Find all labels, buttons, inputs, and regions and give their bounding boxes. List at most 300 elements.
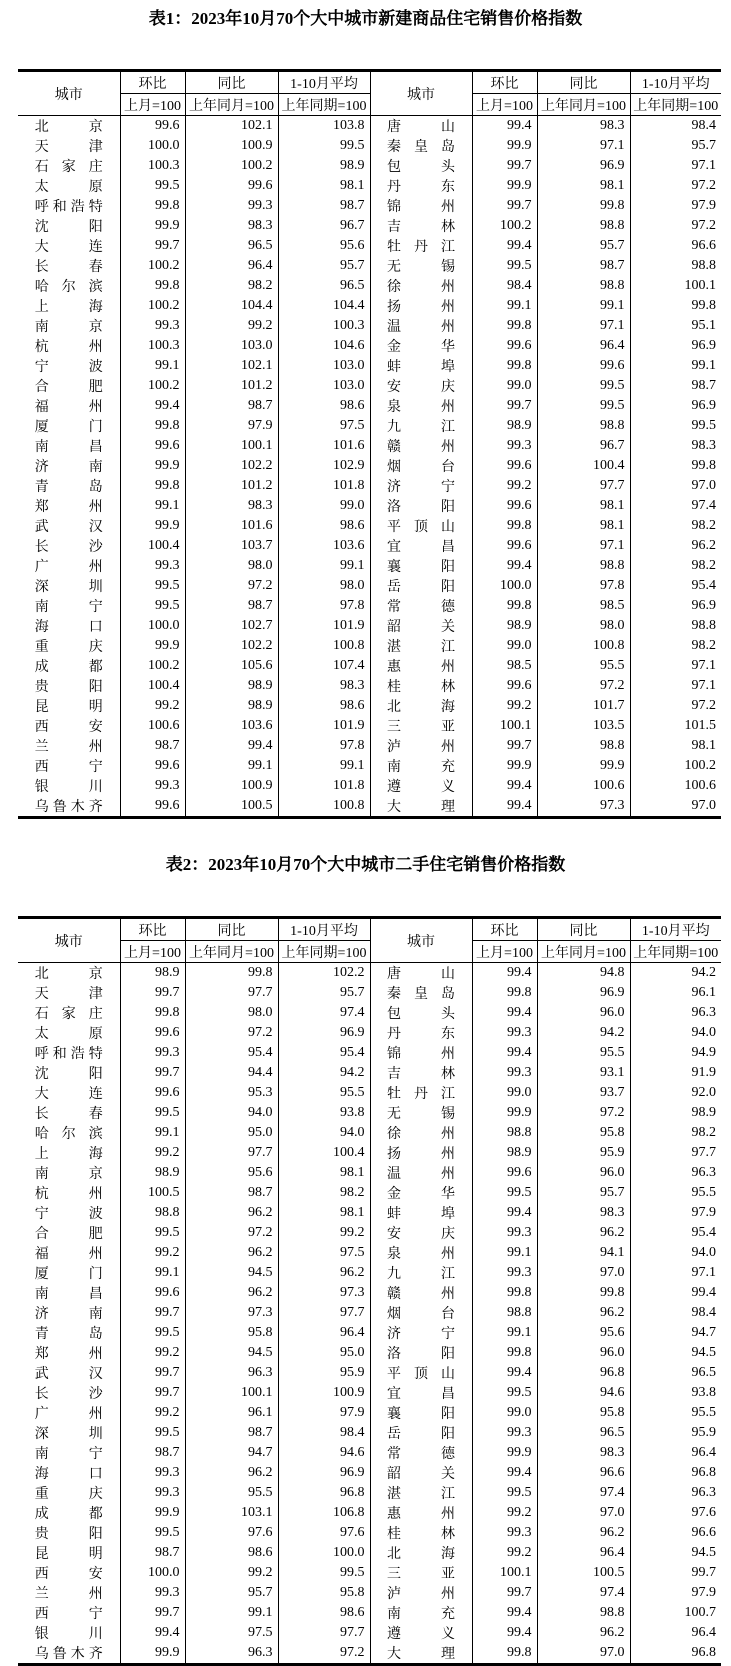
avg-index-cell: 95.5 xyxy=(630,1403,721,1423)
mom-index-cell: 99.4 xyxy=(472,1463,537,1483)
avg-index-cell: 97.6 xyxy=(278,1523,370,1543)
city-cell xyxy=(370,1023,472,1043)
city-name: 洛阳 xyxy=(387,1347,455,1362)
mom-index-cell: 99.9 xyxy=(472,756,537,776)
city-name: 海口 xyxy=(34,1467,103,1482)
avg-index-cell: 98.6 xyxy=(278,696,370,716)
city-cell xyxy=(370,516,472,536)
mom-index-cell: 99.4 xyxy=(472,1003,537,1023)
yoy-index-cell: 95.9 xyxy=(537,1143,630,1163)
avg-index-cell: 99.5 xyxy=(278,136,370,156)
yoy-index-cell: 97.5 xyxy=(185,1623,278,1643)
city-name: 长春 xyxy=(34,1107,103,1122)
avg-index-cell: 98.6 xyxy=(278,1603,370,1623)
city-cell xyxy=(18,1463,120,1483)
avg-index-cell: 95.0 xyxy=(278,1343,370,1363)
avg-column-header: 1-10月平均 xyxy=(630,918,721,941)
city-cell xyxy=(370,296,472,316)
mom-index-cell: 98.4 xyxy=(472,276,537,296)
yoy-index-cell: 100.2 xyxy=(185,156,278,176)
avg-index-cell: 97.8 xyxy=(278,736,370,756)
yoy-index-cell: 96.5 xyxy=(185,236,278,256)
yoy-index-cell: 96.4 xyxy=(537,1543,630,1563)
city-column-header: 城市 xyxy=(370,918,472,963)
mom-index-cell: 100.0 xyxy=(472,576,537,596)
table-row xyxy=(18,1463,721,1483)
yoy-index-cell: 98.8 xyxy=(537,736,630,756)
city-cell xyxy=(370,1383,472,1403)
table-row xyxy=(18,1423,721,1443)
avg-index-cell: 91.9 xyxy=(630,1063,721,1083)
mom-index-cell: 99.1 xyxy=(472,296,537,316)
mom-index-cell: 99.7 xyxy=(120,983,185,1003)
yoy-index-cell: 100.9 xyxy=(185,136,278,156)
avg-index-cell: 96.6 xyxy=(630,1523,721,1543)
yoy-index-cell: 101.2 xyxy=(185,376,278,396)
mom-index-cell: 99.4 xyxy=(472,1603,537,1623)
city-cell xyxy=(18,136,120,156)
mom-index-cell: 99.3 xyxy=(120,1463,185,1483)
table-row xyxy=(18,736,721,756)
avg-index-cell: 94.2 xyxy=(630,963,721,984)
mom-index-cell: 99.7 xyxy=(472,736,537,756)
city-name: 无锡 xyxy=(387,260,455,275)
yoy-index-cell: 96.2 xyxy=(185,1463,278,1483)
city-cell xyxy=(370,1503,472,1523)
mom-index-cell: 100.4 xyxy=(120,676,185,696)
city-name: 深圳 xyxy=(34,1427,103,1442)
avg-index-cell: 94.6 xyxy=(278,1443,370,1463)
city-cell xyxy=(370,116,472,137)
yoy-index-cell: 94.5 xyxy=(185,1263,278,1283)
avg-index-cell: 95.9 xyxy=(630,1423,721,1443)
yoy-index-cell: 96.2 xyxy=(537,1623,630,1643)
avg-index-cell: 99.0 xyxy=(278,496,370,516)
mom-index-cell: 99.2 xyxy=(472,1543,537,1563)
table-row xyxy=(18,1203,721,1223)
yoy-index-cell: 94.0 xyxy=(185,1103,278,1123)
mom-index-cell: 99.5 xyxy=(120,1423,185,1443)
yoy-index-cell: 98.7 xyxy=(185,1183,278,1203)
avg-index-cell: 104.4 xyxy=(278,296,370,316)
yoy-index-cell: 100.5 xyxy=(185,796,278,818)
table-row xyxy=(18,316,721,336)
avg-index-cell: 96.7 xyxy=(278,216,370,236)
city-cell xyxy=(18,216,120,236)
yoy-index-cell: 96.9 xyxy=(537,983,630,1003)
city-name: 大连 xyxy=(34,240,103,255)
city-cell xyxy=(370,963,472,984)
yoy-index-cell: 95.3 xyxy=(185,1083,278,1103)
yoy-index-cell: 94.5 xyxy=(185,1343,278,1363)
mom-index-cell: 100.0 xyxy=(120,136,185,156)
city-cell xyxy=(370,1103,472,1123)
table-row xyxy=(18,1083,721,1103)
avg-index-cell: 93.8 xyxy=(278,1103,370,1123)
city-name: 无锡 xyxy=(387,1107,455,1122)
city-name: 西宁 xyxy=(34,760,103,775)
city-name: 金华 xyxy=(387,340,455,355)
city-cell xyxy=(370,756,472,776)
mom-index-cell: 99.3 xyxy=(472,1023,537,1043)
city-cell xyxy=(370,1443,472,1463)
city-name: 丹东 xyxy=(387,1027,455,1042)
mom-index-cell: 99.3 xyxy=(472,1423,537,1443)
avg-index-cell: 97.5 xyxy=(278,1243,370,1263)
mom-index-cell: 99.3 xyxy=(120,776,185,796)
mom-base-header: 上月=100 xyxy=(120,94,185,116)
mom-index-cell: 99.2 xyxy=(120,1143,185,1163)
city-name: 金华 xyxy=(387,1187,455,1202)
mom-index-cell: 99.7 xyxy=(120,1063,185,1083)
yoy-index-cell: 98.7 xyxy=(537,256,630,276)
mom-index-cell: 99.7 xyxy=(120,1383,185,1403)
mom-index-cell: 99.0 xyxy=(472,636,537,656)
yoy-index-cell: 95.7 xyxy=(185,1583,278,1603)
yoy-index-cell: 97.2 xyxy=(185,1023,278,1043)
avg-index-cell: 95.4 xyxy=(278,1043,370,1063)
city-name: 湛江 xyxy=(387,640,455,655)
city-cell xyxy=(18,1023,120,1043)
yoy-index-cell: 96.7 xyxy=(537,436,630,456)
table-row xyxy=(18,963,721,984)
city-name: 大理 xyxy=(387,1647,455,1662)
avg-index-cell: 95.1 xyxy=(630,316,721,336)
city-name: 徐州 xyxy=(387,1127,455,1142)
city-name: 南京 xyxy=(34,1167,103,1182)
yoy-index-cell: 98.0 xyxy=(185,556,278,576)
yoy-index-cell: 95.5 xyxy=(537,656,630,676)
yoy-index-cell: 95.7 xyxy=(537,1183,630,1203)
mom-index-cell: 100.2 xyxy=(472,216,537,236)
mom-index-cell: 99.1 xyxy=(120,1123,185,1143)
avg-index-cell: 98.1 xyxy=(630,736,721,756)
city-name: 惠州 xyxy=(387,1507,455,1522)
yoy-column-header: 同比 xyxy=(185,918,278,941)
avg-index-cell: 95.4 xyxy=(630,1223,721,1243)
mom-index-cell: 99.5 xyxy=(120,1223,185,1243)
avg-index-cell: 103.6 xyxy=(278,536,370,556)
yoy-index-cell: 96.4 xyxy=(537,336,630,356)
city-cell xyxy=(370,236,472,256)
city-cell xyxy=(370,556,472,576)
city-cell xyxy=(370,456,472,476)
yoy-index-cell: 98.9 xyxy=(185,676,278,696)
mom-index-cell: 99.2 xyxy=(120,1343,185,1363)
avg-index-cell: 94.5 xyxy=(630,1543,721,1563)
table-body xyxy=(18,963,721,1665)
table-row xyxy=(18,756,721,776)
mom-index-cell: 99.8 xyxy=(472,356,537,376)
yoy-index-cell: 94.1 xyxy=(537,1243,630,1263)
city-name: 海口 xyxy=(34,620,103,635)
avg-index-cell: 103.0 xyxy=(278,376,370,396)
city-name: 大连 xyxy=(34,1087,103,1102)
yoy-index-cell: 98.0 xyxy=(185,1003,278,1023)
city-name: 泉州 xyxy=(387,1247,455,1262)
city-cell xyxy=(18,316,120,336)
city-name: 福州 xyxy=(34,1247,103,1262)
city-cell xyxy=(18,576,120,596)
mom-index-cell: 100.3 xyxy=(120,336,185,356)
avg-index-cell: 94.0 xyxy=(278,1123,370,1143)
city-cell xyxy=(18,1123,120,1143)
yoy-index-cell: 97.7 xyxy=(185,983,278,1003)
city-name: 安庆 xyxy=(387,380,455,395)
yoy-index-cell: 99.1 xyxy=(537,296,630,316)
avg-index-cell: 98.9 xyxy=(278,156,370,176)
city-name: 杭州 xyxy=(34,1187,103,1202)
avg-index-cell: 98.2 xyxy=(630,636,721,656)
city-cell xyxy=(370,1043,472,1063)
avg-index-cell: 95.7 xyxy=(278,256,370,276)
city-name: 太原 xyxy=(34,180,103,195)
city-cell xyxy=(370,356,472,376)
city-name: 济宁 xyxy=(387,1327,455,1342)
city-name: 南宁 xyxy=(34,600,103,615)
city-cell xyxy=(370,1063,472,1083)
city-name: 遵义 xyxy=(387,1627,455,1642)
mom-index-cell: 99.1 xyxy=(120,356,185,376)
yoy-index-cell: 97.0 xyxy=(537,1503,630,1523)
avg-index-cell: 95.9 xyxy=(278,1363,370,1383)
table-row xyxy=(18,616,721,636)
city-name: 呼和浩特 xyxy=(34,200,103,215)
avg-index-cell: 99.7 xyxy=(630,1563,721,1583)
yoy-index-cell: 99.8 xyxy=(537,196,630,216)
avg-index-cell: 97.0 xyxy=(630,796,721,818)
yoy-index-cell: 97.2 xyxy=(537,1103,630,1123)
city-cell xyxy=(18,1543,120,1563)
city-column-header: 城市 xyxy=(18,918,120,963)
mom-index-cell: 99.8 xyxy=(120,476,185,496)
yoy-index-cell: 95.8 xyxy=(537,1403,630,1423)
city-name: 遵义 xyxy=(387,780,455,795)
city-cell xyxy=(18,1283,120,1303)
city-name: 呼和浩特 xyxy=(34,1047,103,1062)
city-name: 岳阳 xyxy=(387,1427,455,1442)
city-cell xyxy=(18,696,120,716)
mom-index-cell: 99.5 xyxy=(120,1323,185,1343)
city-name: 韶关 xyxy=(387,620,455,635)
yoy-index-cell: 96.2 xyxy=(537,1523,630,1543)
city-name: 重庆 xyxy=(34,1487,103,1502)
yoy-index-cell: 101.2 xyxy=(185,476,278,496)
city-cell xyxy=(18,983,120,1003)
avg-index-cell: 96.5 xyxy=(278,276,370,296)
mom-index-cell: 99.6 xyxy=(472,536,537,556)
city-cell xyxy=(370,576,472,596)
city-cell xyxy=(370,536,472,556)
yoy-column-header: 同比 xyxy=(537,918,630,941)
city-name: 乌鲁木齐 xyxy=(34,1647,103,1662)
city-name: 乌鲁木齐 xyxy=(34,800,103,815)
table-row xyxy=(18,556,721,576)
avg-index-cell: 98.6 xyxy=(278,516,370,536)
city-cell xyxy=(370,1163,472,1183)
avg-index-cell: 97.8 xyxy=(278,596,370,616)
yoy-index-cell: 100.1 xyxy=(185,436,278,456)
avg-index-cell: 97.4 xyxy=(278,1003,370,1023)
mom-index-cell: 99.8 xyxy=(120,416,185,436)
yoy-index-cell: 104.4 xyxy=(185,296,278,316)
city-name: 昆明 xyxy=(34,700,103,715)
avg-index-cell: 98.4 xyxy=(630,1303,721,1323)
mom-index-cell: 99.4 xyxy=(472,1203,537,1223)
city-cell xyxy=(18,596,120,616)
yoy-index-cell: 95.8 xyxy=(537,1123,630,1143)
city-cell xyxy=(18,1183,120,1203)
mom-index-cell: 98.9 xyxy=(472,1143,537,1163)
avg-index-cell: 97.1 xyxy=(630,656,721,676)
avg-index-cell: 94.0 xyxy=(630,1243,721,1263)
avg-index-cell: 95.8 xyxy=(278,1583,370,1603)
avg-index-cell: 97.7 xyxy=(278,1303,370,1323)
yoy-index-cell: 97.1 xyxy=(537,136,630,156)
table-row xyxy=(18,1123,721,1143)
avg-index-cell: 96.8 xyxy=(630,1463,721,1483)
avg-index-cell: 99.1 xyxy=(278,556,370,576)
city-cell xyxy=(18,496,120,516)
mom-index-cell: 99.2 xyxy=(472,696,537,716)
city-name: 南充 xyxy=(387,760,455,775)
mom-index-cell: 99.8 xyxy=(472,1343,537,1363)
mom-index-cell: 99.6 xyxy=(472,336,537,356)
yoy-index-cell: 94.7 xyxy=(185,1443,278,1463)
mom-index-cell: 99.9 xyxy=(120,216,185,236)
city-cell xyxy=(370,336,472,356)
city-name: 重庆 xyxy=(34,640,103,655)
mom-index-cell: 99.6 xyxy=(120,1083,185,1103)
city-name: 平顶山 xyxy=(387,1367,455,1382)
city-name: 洛阳 xyxy=(387,500,455,515)
city-cell xyxy=(370,1603,472,1623)
table-row xyxy=(18,276,721,296)
avg-index-cell: 100.2 xyxy=(630,756,721,776)
avg-index-cell: 98.3 xyxy=(278,676,370,696)
city-column-header: 城市 xyxy=(370,71,472,116)
city-name: 昆明 xyxy=(34,1547,103,1562)
avg-index-cell: 97.2 xyxy=(630,176,721,196)
city-name: 秦皇岛 xyxy=(387,987,455,1002)
avg-index-cell: 97.6 xyxy=(630,1503,721,1523)
avg-index-cell: 96.3 xyxy=(630,1003,721,1023)
city-cell xyxy=(18,536,120,556)
table-row xyxy=(18,1303,721,1323)
city-name: 牡丹江 xyxy=(387,240,455,255)
table-row xyxy=(18,1323,721,1343)
avg-column-header: 1-10月平均 xyxy=(630,71,721,94)
yoy-index-cell: 97.0 xyxy=(537,1263,630,1283)
city-cell xyxy=(18,1043,120,1063)
mom-index-cell: 98.7 xyxy=(120,736,185,756)
avg-index-cell: 96.6 xyxy=(630,236,721,256)
city-name: 秦皇岛 xyxy=(387,140,455,155)
table-row xyxy=(18,516,721,536)
city-name: 吉林 xyxy=(387,1067,455,1082)
table-row xyxy=(18,716,721,736)
city-name: 沈阳 xyxy=(34,220,103,235)
city-cell xyxy=(18,516,120,536)
avg-index-cell: 99.5 xyxy=(630,416,721,436)
city-cell xyxy=(370,736,472,756)
city-cell xyxy=(370,276,472,296)
city-name: 宁波 xyxy=(34,360,103,375)
city-cell xyxy=(18,736,120,756)
city-cell xyxy=(370,1223,472,1243)
avg-index-cell: 102.2 xyxy=(278,963,370,984)
city-cell xyxy=(18,1343,120,1363)
yoy-index-cell: 97.3 xyxy=(185,1303,278,1323)
city-cell xyxy=(370,496,472,516)
city-name: 郑州 xyxy=(34,500,103,515)
city-name: 襄阳 xyxy=(387,560,455,575)
mom-index-cell: 99.4 xyxy=(472,796,537,818)
avg-index-cell: 101.9 xyxy=(278,716,370,736)
table-row xyxy=(18,336,721,356)
avg-index-cell: 98.4 xyxy=(278,1423,370,1443)
city-name: 常德 xyxy=(387,600,455,615)
avg-index-cell: 97.9 xyxy=(630,1203,721,1223)
avg-index-cell: 94.0 xyxy=(630,1023,721,1043)
yoy-index-cell: 96.2 xyxy=(185,1243,278,1263)
city-name: 济南 xyxy=(34,460,103,475)
table-row xyxy=(18,436,721,456)
avg-index-cell: 97.2 xyxy=(630,696,721,716)
avg-index-cell: 101.6 xyxy=(278,436,370,456)
avg-index-cell: 95.5 xyxy=(630,1183,721,1203)
yoy-index-cell: 95.5 xyxy=(185,1483,278,1503)
city-cell xyxy=(18,256,120,276)
city-cell xyxy=(18,276,120,296)
avg-index-cell: 97.5 xyxy=(278,416,370,436)
city-cell xyxy=(370,1643,472,1665)
table-row xyxy=(18,1623,721,1643)
city-name: 天津 xyxy=(34,987,103,1002)
mom-index-cell: 99.8 xyxy=(472,596,537,616)
city-cell xyxy=(370,1403,472,1423)
avg-index-cell: 93.8 xyxy=(630,1383,721,1403)
mom-index-cell: 99.8 xyxy=(472,983,537,1003)
city-cell xyxy=(18,1323,120,1343)
avg-index-cell: 100.3 xyxy=(278,316,370,336)
avg-index-cell: 97.7 xyxy=(278,1623,370,1643)
mom-index-cell: 99.0 xyxy=(472,1403,537,1423)
avg-index-cell: 98.8 xyxy=(630,616,721,636)
city-name: 襄阳 xyxy=(387,1407,455,1422)
city-cell xyxy=(370,776,472,796)
avg-index-cell: 98.9 xyxy=(630,1103,721,1123)
city-name: 扬州 xyxy=(387,300,455,315)
table-row xyxy=(18,1163,721,1183)
mom-index-cell: 100.0 xyxy=(120,1563,185,1583)
avg-index-cell: 92.0 xyxy=(630,1083,721,1103)
mom-index-cell: 99.9 xyxy=(120,636,185,656)
avg-index-cell: 97.9 xyxy=(630,1583,721,1603)
city-name: 南宁 xyxy=(34,1447,103,1462)
mom-index-cell: 99.8 xyxy=(120,276,185,296)
city-cell xyxy=(370,616,472,636)
yoy-index-cell: 96.9 xyxy=(537,156,630,176)
table-row xyxy=(18,376,721,396)
city-name: 岳阳 xyxy=(387,580,455,595)
city-cell xyxy=(370,1263,472,1283)
avg-index-cell: 99.2 xyxy=(278,1223,370,1243)
yoy-index-cell: 99.5 xyxy=(537,376,630,396)
mom-index-cell: 99.5 xyxy=(120,1103,185,1123)
table-row xyxy=(18,296,721,316)
yoy-index-cell: 97.3 xyxy=(537,796,630,818)
